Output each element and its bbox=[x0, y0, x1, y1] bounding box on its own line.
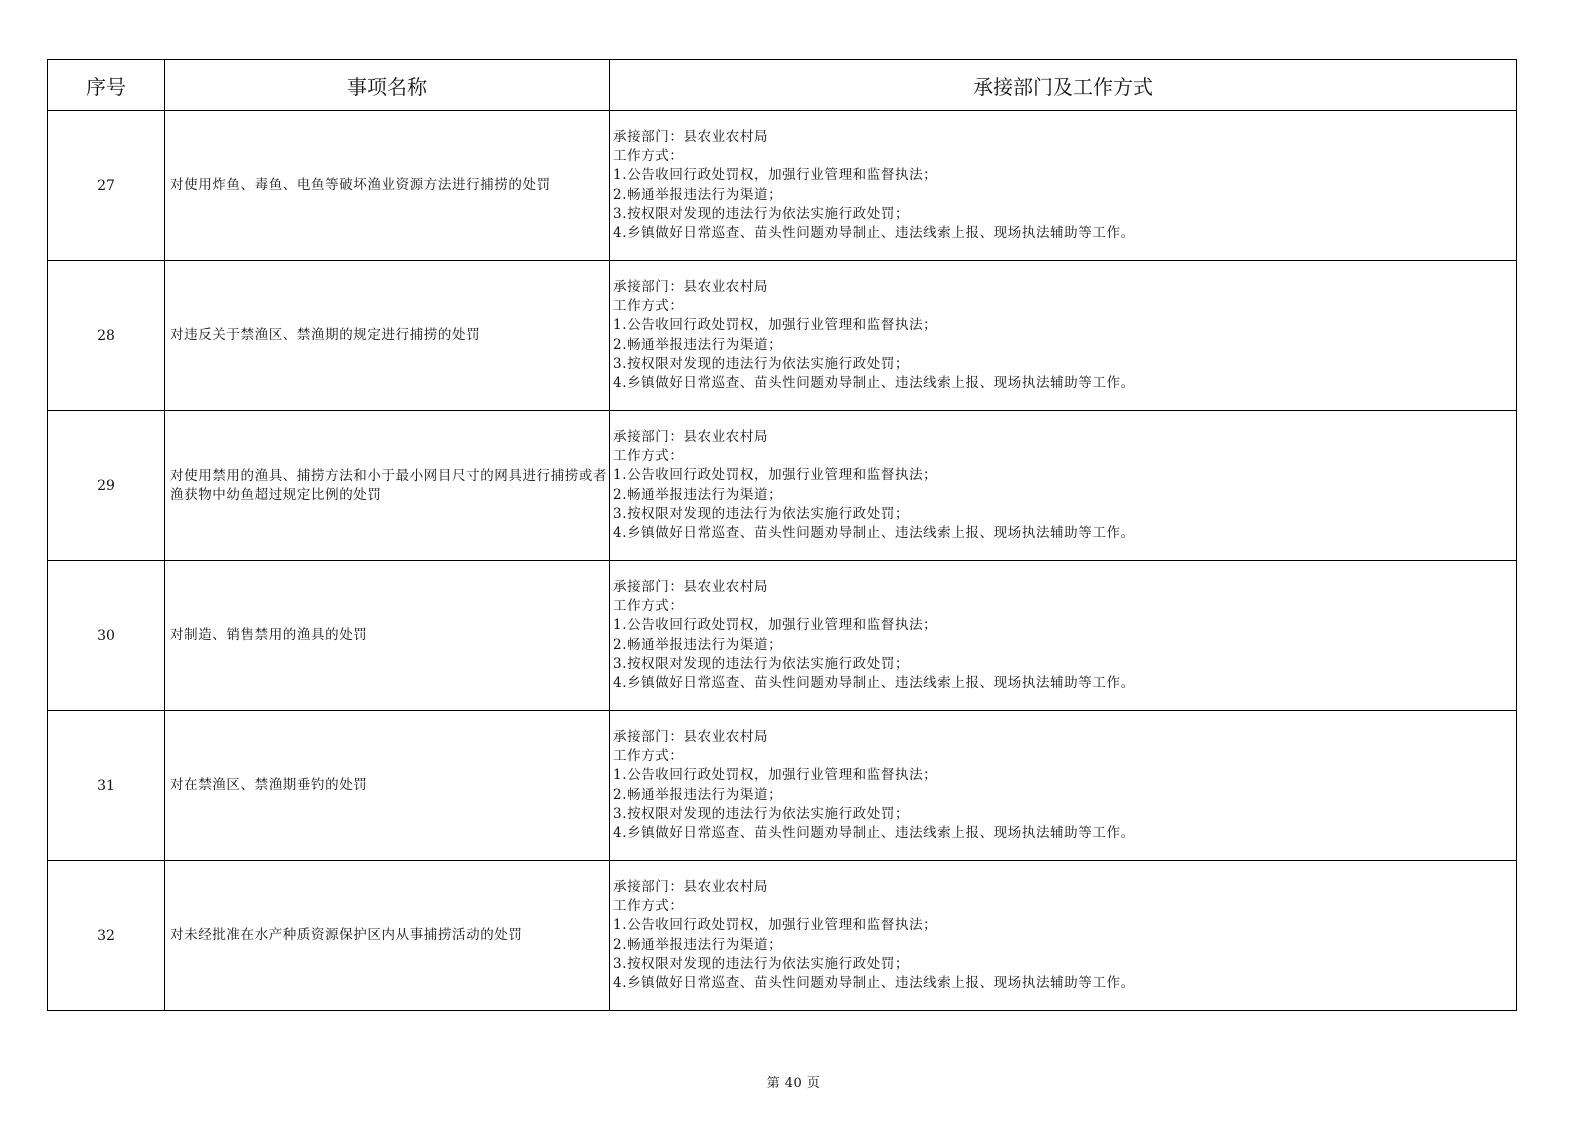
method-line: 3.按权限对发现的违法行为依法实施行政处罚； bbox=[613, 655, 910, 672]
method-line: 4.乡镇做好日常巡查、苗头性问题劝导制止、违法线索上报、现场执法辅助等工作。 bbox=[613, 824, 1135, 841]
method-line: 4.乡镇做好日常巡查、苗头性问题劝导制止、违法线索上报、现场执法辅助等工作。 bbox=[613, 524, 1135, 541]
table-row bbox=[48, 411, 1517, 561]
header-row bbox=[48, 60, 1517, 111]
method-line: 1.公告收回行政处罚权，加强行业管理和监督执法； bbox=[613, 917, 938, 934]
method-line: 1.公告收回行政处罚权，加强行业管理和监督执法； bbox=[613, 467, 938, 484]
table-row bbox=[48, 711, 1517, 861]
row-item-name: 对未经批准在水产种质资源保护区内从事捕捞活动的处罚 bbox=[165, 861, 610, 1011]
method-line: 2.畅通举报违法行为渠道； bbox=[613, 186, 783, 203]
method-line: 承接部门：县农业农村局 bbox=[613, 428, 769, 445]
row-method bbox=[610, 411, 1517, 561]
row-seq: 31 bbox=[48, 711, 165, 861]
table-body bbox=[48, 111, 1517, 1011]
row-seq: 32 bbox=[48, 861, 165, 1011]
method-line: 4.乡镇做好日常巡查、苗头性问题劝导制止、违法线索上报、现场执法辅助等工作。 bbox=[613, 974, 1135, 991]
method-line: 2.畅通举报违法行为渠道； bbox=[613, 336, 783, 353]
method-line: 1.公告收回行政处罚权，加强行业管理和监督执法； bbox=[613, 617, 938, 634]
table-row bbox=[48, 561, 1517, 711]
row-item-name: 对制造、销售禁用的渔具的处罚 bbox=[165, 561, 610, 711]
method-line: 3.按权限对发现的违法行为依法实施行政处罚； bbox=[613, 955, 910, 972]
method-line: 4.乡镇做好日常巡查、苗头性问题劝导制止、违法线索上报、现场执法辅助等工作。 bbox=[613, 224, 1135, 241]
row-method bbox=[610, 261, 1517, 411]
method-line: 工作方式： bbox=[613, 598, 684, 615]
method-line: 3.按权限对发现的违法行为依法实施行政处罚； bbox=[613, 205, 910, 222]
method-line: 工作方式： bbox=[613, 748, 684, 765]
header-seq: 序号 bbox=[48, 60, 165, 111]
row-seq: 29 bbox=[48, 411, 165, 561]
row-item-name: 对违反关于禁渔区、禁渔期的规定进行捕捞的处罚 bbox=[165, 261, 610, 411]
method-line: 2.畅通举报违法行为渠道； bbox=[613, 936, 783, 953]
method-line: 3.按权限对发现的违法行为依法实施行政处罚； bbox=[613, 805, 910, 822]
method-line: 4.乡镇做好日常巡查、苗头性问题劝导制止、违法线索上报、现场执法辅助等工作。 bbox=[613, 674, 1135, 691]
method-line: 3.按权限对发现的违法行为依法实施行政处罚； bbox=[613, 505, 910, 522]
method-line: 工作方式： bbox=[613, 898, 684, 915]
row-method bbox=[610, 561, 1517, 711]
header-name: 事项名称 bbox=[165, 60, 610, 111]
row-method bbox=[610, 711, 1517, 861]
row-method bbox=[610, 861, 1517, 1011]
table-row bbox=[48, 261, 1517, 411]
header-method: 承接部门及工作方式 bbox=[610, 60, 1517, 111]
row-item-name: 对使用禁用的渔具、捕捞方法和小于最小网目尺寸的网具进行捕捞或者渔获物中幼鱼超过规定比例的处罚 bbox=[165, 411, 610, 561]
row-method bbox=[610, 111, 1517, 261]
method-line: 2.畅通举报违法行为渠道； bbox=[613, 786, 783, 803]
method-line: 1.公告收回行政处罚权，加强行业管理和监督执法； bbox=[613, 317, 938, 334]
method-line: 2.畅通举报违法行为渠道； bbox=[613, 636, 783, 653]
items-table bbox=[47, 59, 1517, 1011]
method-line: 工作方式： bbox=[613, 148, 684, 165]
method-line: 承接部门：县农业农村局 bbox=[613, 128, 769, 145]
table-row bbox=[48, 111, 1517, 261]
row-item-name: 对在禁渔区、禁渔期垂钓的处罚 bbox=[165, 711, 610, 861]
method-line: 承接部门：县农业农村局 bbox=[613, 578, 769, 595]
method-line: 工作方式： bbox=[613, 448, 684, 465]
method-line: 承接部门：县农业农村局 bbox=[613, 878, 769, 895]
method-line: 工作方式： bbox=[613, 298, 684, 315]
method-line: 1.公告收回行政处罚权，加强行业管理和监督执法； bbox=[613, 767, 938, 784]
row-seq: 28 bbox=[48, 261, 165, 411]
method-line: 4.乡镇做好日常巡查、苗头性问题劝导制止、违法线索上报、现场执法辅助等工作。 bbox=[613, 374, 1135, 391]
row-seq: 30 bbox=[48, 561, 165, 711]
table-row bbox=[48, 861, 1517, 1011]
method-line: 2.畅通举报违法行为渠道； bbox=[613, 486, 783, 503]
method-line: 承接部门：县农业农村局 bbox=[613, 278, 769, 295]
row-seq: 27 bbox=[48, 111, 165, 261]
page-number: 第 40 页 bbox=[766, 1076, 821, 1091]
row-item-name: 对使用炸鱼、毒鱼、电鱼等破坏渔业资源方法进行捕捞的处罚 bbox=[165, 111, 610, 261]
method-line: 1.公告收回行政处罚权，加强行业管理和监督执法； bbox=[613, 167, 938, 184]
method-line: 3.按权限对发现的违法行为依法实施行政处罚； bbox=[613, 355, 910, 372]
method-line: 承接部门：县农业农村局 bbox=[613, 728, 769, 745]
